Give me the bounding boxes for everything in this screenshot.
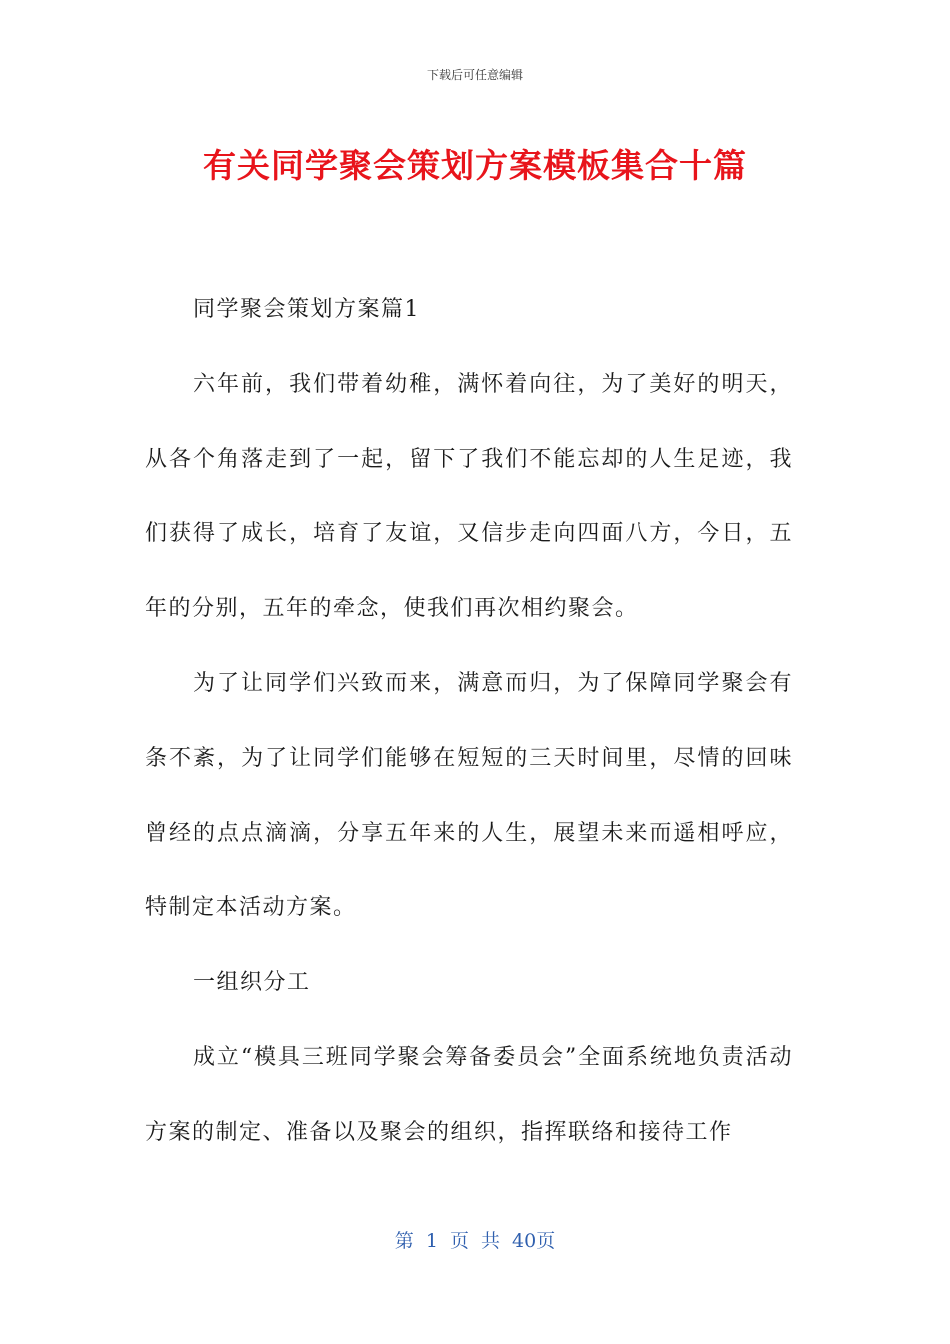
paragraph: 六年前，我们带着幼稚，满怀着向往，为了美好的明天，从各个角落走到了一起，留下了我们不能忘却的人生足迹，我们获得了成长，培育了友谊，又信步走向四面八方，今日，五年的分别，五年的牵念，使我们再次相约聚会。 (145, 371, 793, 622)
paragraph: 为了让同学们兴致而来，满意而归，为了保障同学聚会有条不紊，为了让同学们能够在短短的三天时间里，尽情的回味曾经的点点滴滴，分享五年来的人生，展望未来而遥相呼应，特制定本活动方案。 (145, 670, 793, 921)
document-body (145, 273, 793, 1171)
document-title: 有关同学聚会策划方案模板集合十篇 (203, 146, 747, 185)
page-number-footer: 第 1 页 共 40页 (394, 1230, 556, 1252)
header-note: 下载后可任意编辑 (426, 68, 523, 82)
section-heading: 同学聚会策划方案篇1 (193, 297, 420, 322)
paragraph: 成立“模具三班同学聚会筹备委员会”全面系统地负责活动方案的制定、准备以及聚会的组织，指挥联络和接待工作 (145, 1044, 793, 1145)
section-heading: 一组织分工 (193, 970, 311, 996)
